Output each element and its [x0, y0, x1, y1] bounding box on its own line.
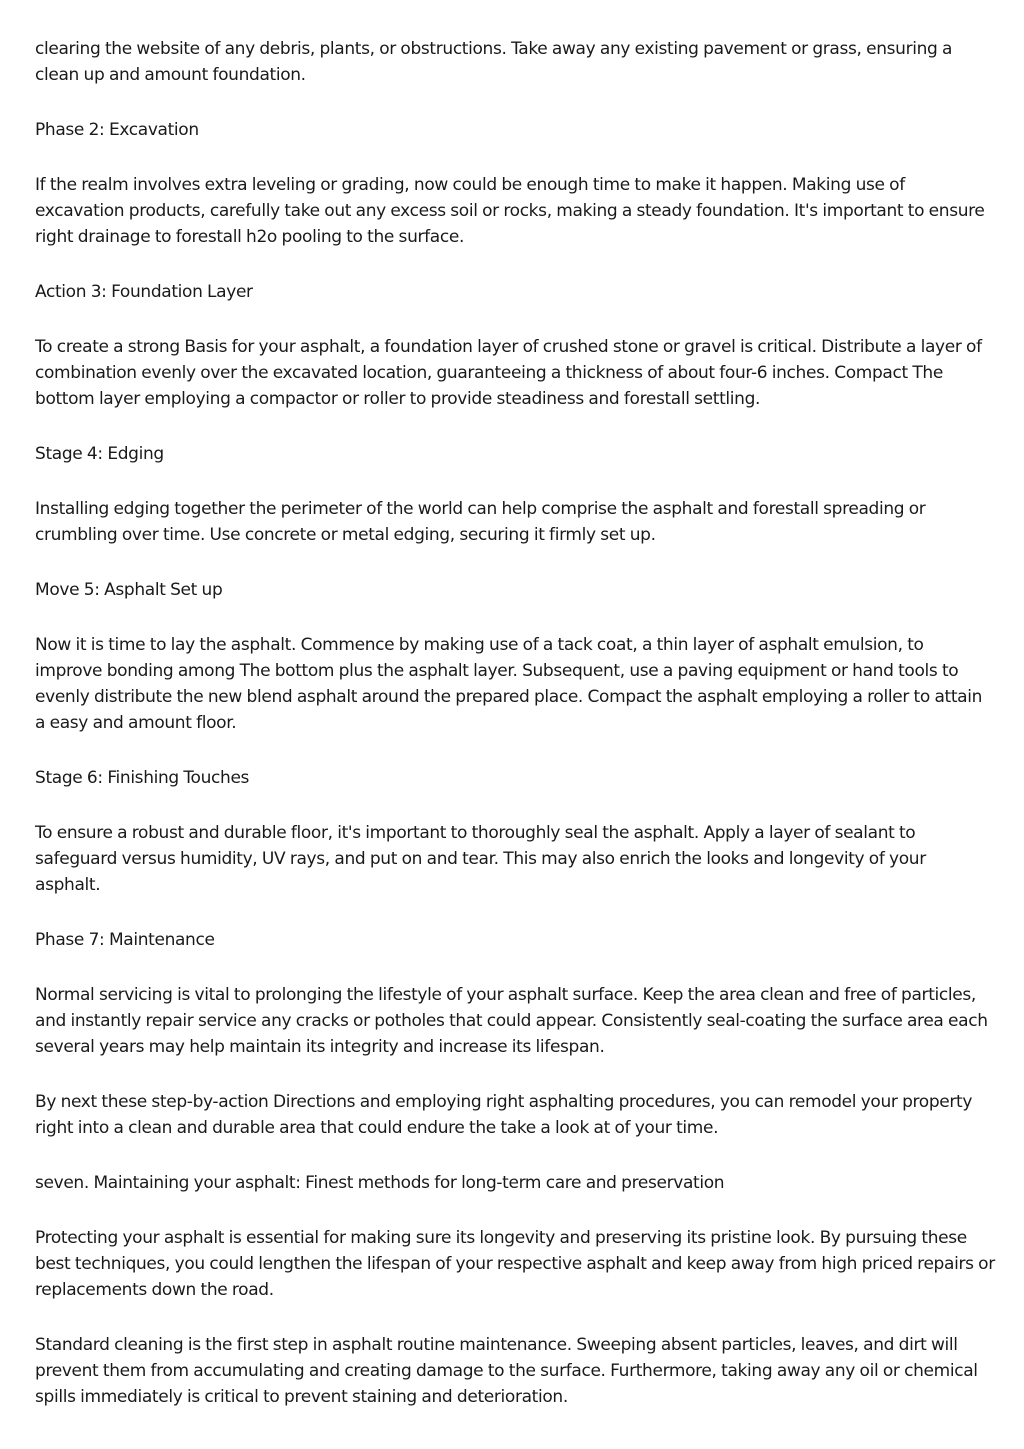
paragraph-edging: Installing edging together the perimeter of the world can help comprise the asphalt and forestall spreading or crumbling over time. Use concrete or metal edging, securing it firmly set up.: [35, 499, 926, 545]
paragraph-conclusion: By next these step-by-action Directions and employing right asphalting procedures, you can remodel your property right into a clean and durable area that could endure the take a look at of your time.: [35, 1092, 973, 1138]
heading-action-3-foundation-layer: Action 3: Foundation Layer: [35, 282, 253, 302]
paragraph-protecting-asphalt: Protecting your asphalt is essential for making sure its longevity and preserving its pristine look. By pursuing these best techniques, you could lengthen the lifespan of your respective asphalt and keep away from high priced repairs or replacements down the road.: [35, 1228, 995, 1300]
heading-phase-2-excavation: Phase 2: Excavation: [35, 120, 199, 140]
paragraph-standard-cleaning: Standard cleaning is the first step in asphalt routine maintenance. Sweeping absent particles, leaves, and dirt will prevent them from accumulating and creating damage to the surface. Furthermore, taking away any oil or chemical spills immediately is critical to prevent staining and deterioration.: [35, 1335, 978, 1407]
heading-stage-4-edging: Stage 4: Edging: [35, 444, 164, 464]
document-body: [35, 36, 995, 1439]
paragraph-site-clearing: clearing the website of any debris, plants, or obstructions. Take away any existing pavement or grass, ensuring a clean up and amount foundation.: [35, 39, 953, 85]
heading-seven-maintaining-asphalt: seven. Maintaining your asphalt: Finest methods for long-term care and preservation: [35, 1173, 725, 1193]
paragraph-asphalt-set-up: Now it is time to lay the asphalt. Commence by making use of a tack coat, a thin layer of asphalt emulsion, to improve bonding among The bottom plus the asphalt layer. Subsequent, use a paving equipment or hand tools to evenly distribute the new blend asphalt around the prepared place. Compact the asphalt employing a roller to attain a easy and amount floor.: [35, 635, 983, 733]
heading-move-5-asphalt-set-up: Move 5: Asphalt Set up: [35, 580, 223, 600]
paragraph-excavation: If the realm involves extra leveling or grading, now could be enough time to make it happen. Making use of excavation products, carefully take out any excess soil or rocks, making a steady foundation. It's important to ensure right drainage to forestall h2o pooling to the surface.: [35, 175, 985, 247]
paragraph-finishing-touches: To ensure a robust and durable floor, it's important to thoroughly seal the asphalt. Apply a layer of sealant to safeguard versus humidity, UV rays, and put on and tear. This may also enrich the looks and longevity of your asphalt.: [35, 823, 926, 895]
paragraph-foundation-layer: To create a strong Basis for your asphalt, a foundation layer of crushed stone or gravel is critical. Distribute a layer of combination evenly over the excavated location, guaranteeing a thickness of about four-6 inches. Compact The bottom layer employing a compactor or roller to provide steadiness and forestall settling.: [35, 337, 982, 409]
heading-stage-6-finishing-touches: Stage 6: Finishing Touches: [35, 768, 250, 788]
paragraph-maintenance: Normal servicing is vital to prolonging the lifestyle of your asphalt surface. Keep the area clean and free of particles, and instantly repair service any cracks or potholes that could appear. Consistently seal-coating the surface area each several years may help maintain its integrity and increase its lifespan.: [35, 985, 988, 1057]
heading-phase-7-maintenance: Phase 7: Maintenance: [35, 930, 215, 950]
